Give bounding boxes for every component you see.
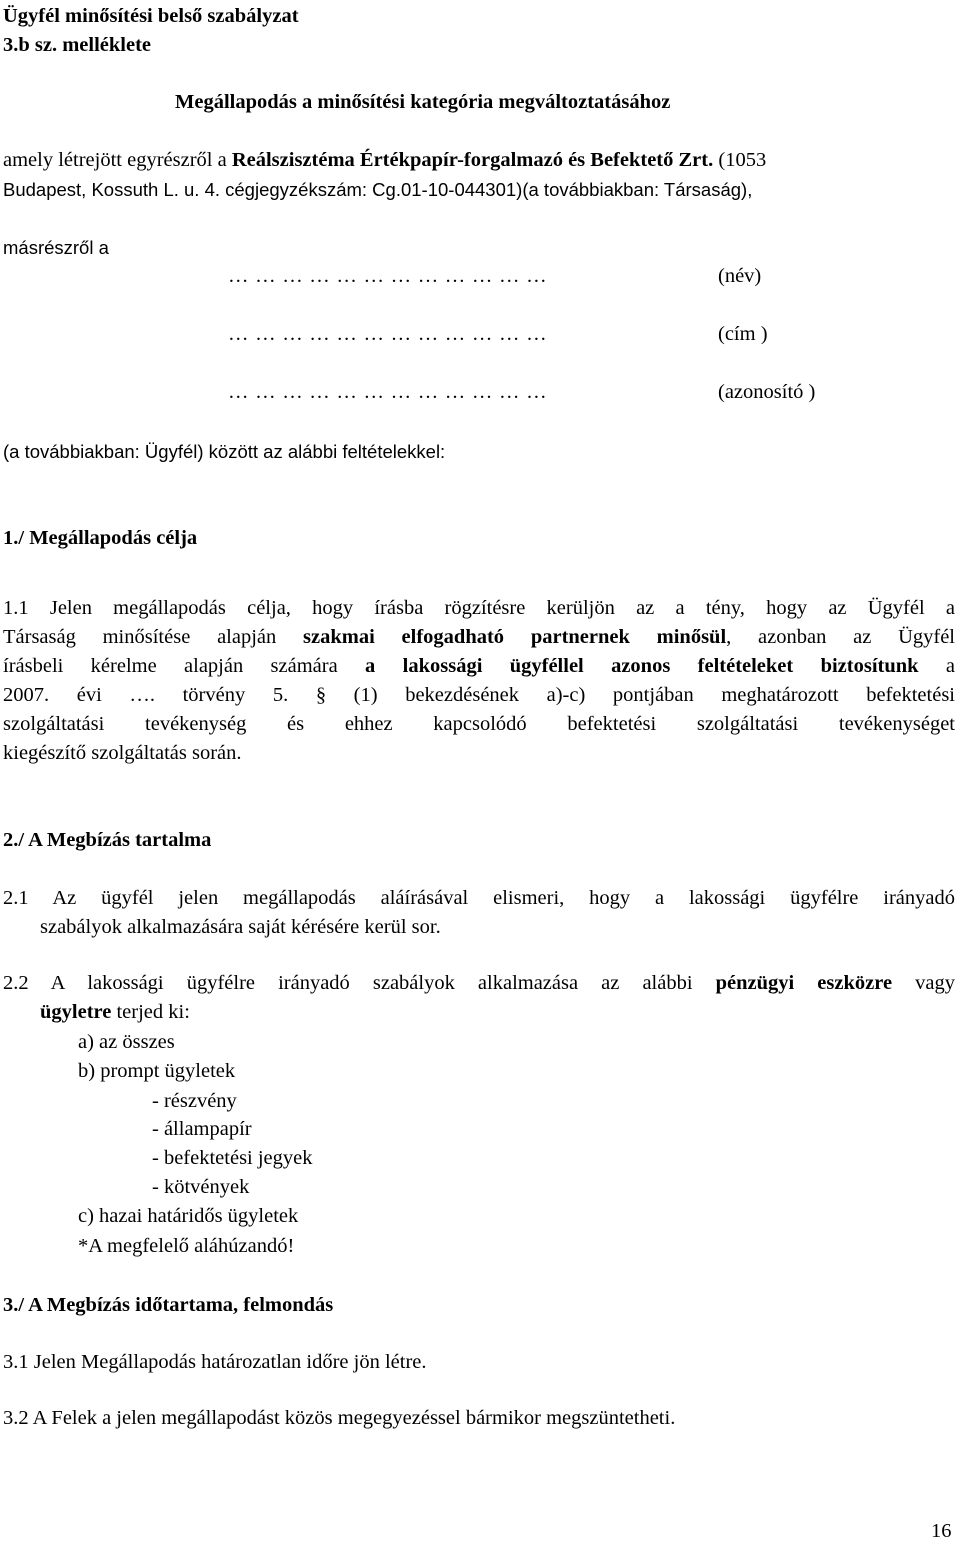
parties-intro <box>3 146 766 175</box>
s1-line-2 <box>3 623 955 652</box>
s1-line-4: 2007. évi …. törvény 5. § (1) bekezdésének a)-c) pontjában meghatározott befektetési <box>3 684 955 706</box>
s2-p2-line-2b: terjed ki: <box>111 1001 190 1023</box>
section2-heading: 2./ A Megbízás tartalma <box>3 829 212 851</box>
s2-p2-line-1b: pénzügyi eszközre <box>715 972 893 994</box>
underline-note: *A megfelelő aláhúzandó! <box>78 1235 295 1257</box>
s1-line-2b: szakmai elfogadható partnernek minősül <box>303 626 727 648</box>
section3-heading: 3./ A Megbízás időtartama, felmondás <box>3 1294 334 1316</box>
s1-line-6: kiegészítő szolgáltatás során. <box>3 742 242 764</box>
s1-line-3 <box>3 652 955 681</box>
s2-p2-line-2 <box>40 998 190 1027</box>
document-title: Megállapodás a minősítési kategória megváltoztatásához <box>175 91 671 113</box>
list-item-c: c) hazai határidős ügyletek <box>78 1205 299 1227</box>
intro-suffix: (1053 <box>713 149 767 171</box>
section3-para2: 3.2 A Felek a jelen megállapodást közös megegyezéssel bármikor megszüntetheti. <box>3 1407 676 1429</box>
section2-para1 <box>3 884 955 913</box>
id-label: (azonosító ) <box>718 381 816 403</box>
page-number: 16 <box>931 1520 952 1542</box>
s1-line-2a: Társaság minősítése alapján <box>3 626 304 648</box>
s2-p2-line-1a: 2.2 A lakossági ügyfélre irányadó szabályok alkalmazása az alábbi <box>3 972 716 994</box>
sublist-item-4: - kötvények <box>152 1176 250 1198</box>
other-party-label: másrészről a <box>3 237 109 258</box>
s1-line-3b: a lakossági ügyféllel azonos feltételeket biztosítunk <box>365 655 919 677</box>
list-item-b: b) prompt ügyletek <box>78 1060 236 1082</box>
section1-paragraph <box>3 594 955 768</box>
s1-line-5: szolgáltatási tevékenység és ehhez kapcsolódó befektetési szolgáltatási tevékenységet <box>3 713 955 735</box>
address-dots: ……………………………… <box>228 323 554 345</box>
header-title: Ügyfél minősítési belső szabályzat <box>3 5 299 27</box>
parties-closing: (a továbbiakban: Ügyfél) között az alábbi feltételekkel: <box>3 441 446 462</box>
s2-p2-line-1c: vagy <box>892 972 955 994</box>
s1-line-3a: írásbeli kérelme alapján számára <box>3 655 366 677</box>
id-field <box>228 378 816 407</box>
company-name: Reálszisztéma Értékpapír-forgalmazó és Befektető Zrt. <box>231 149 714 171</box>
sublist-item-1: - részvény <box>152 1090 237 1112</box>
s2-line-1: 2.1 Az ügyfél jelen megállapodás aláírásával elismeri, hogy a lakossági ügyfélre irányadó <box>3 887 955 909</box>
s2-p2-line-1 <box>3 969 955 998</box>
address-label: (cím ) <box>718 323 768 345</box>
address-field <box>228 320 768 349</box>
section3-para1: 3.1 Jelen Megállapodás határozatlan időre jön létre. <box>3 1351 427 1373</box>
company-address: Budapest, Kossuth L. u. 4. cégjegyzékszám: Cg.01-10-044301)(a továbbiakban: Társaság), <box>3 179 753 200</box>
s1-line-2c: , azonban az Ügyfél <box>726 626 955 648</box>
name-label: (név) <box>718 265 762 287</box>
section1-heading: 1./ Megállapodás célja <box>3 527 198 549</box>
section2-para2 <box>3 969 955 998</box>
intro-prefix: amely létrejött egyrészről a <box>3 149 232 171</box>
list-item-a: a) az összes <box>78 1031 175 1053</box>
s1-line-3c: a <box>918 655 956 677</box>
s2-p2-line-2a: ügyletre <box>40 1001 112 1023</box>
header-annex: 3.b sz. melléklete <box>3 34 152 56</box>
name-dots: ……………………………… <box>228 265 554 287</box>
sublist-item-3: - befektetési jegyek <box>152 1147 313 1169</box>
sublist-item-2: - állampapír <box>152 1118 252 1140</box>
id-dots: ……………………………… <box>228 381 554 403</box>
s2-line-2: szabályok alkalmazására saját kérésére kerül sor. <box>40 916 441 938</box>
s1-line-1: 1.1 Jelen megállapodás célja, hogy írásba rögzítésre kerüljön az a tény, hogy az Ügyfél a <box>3 597 955 619</box>
name-field <box>228 262 762 291</box>
